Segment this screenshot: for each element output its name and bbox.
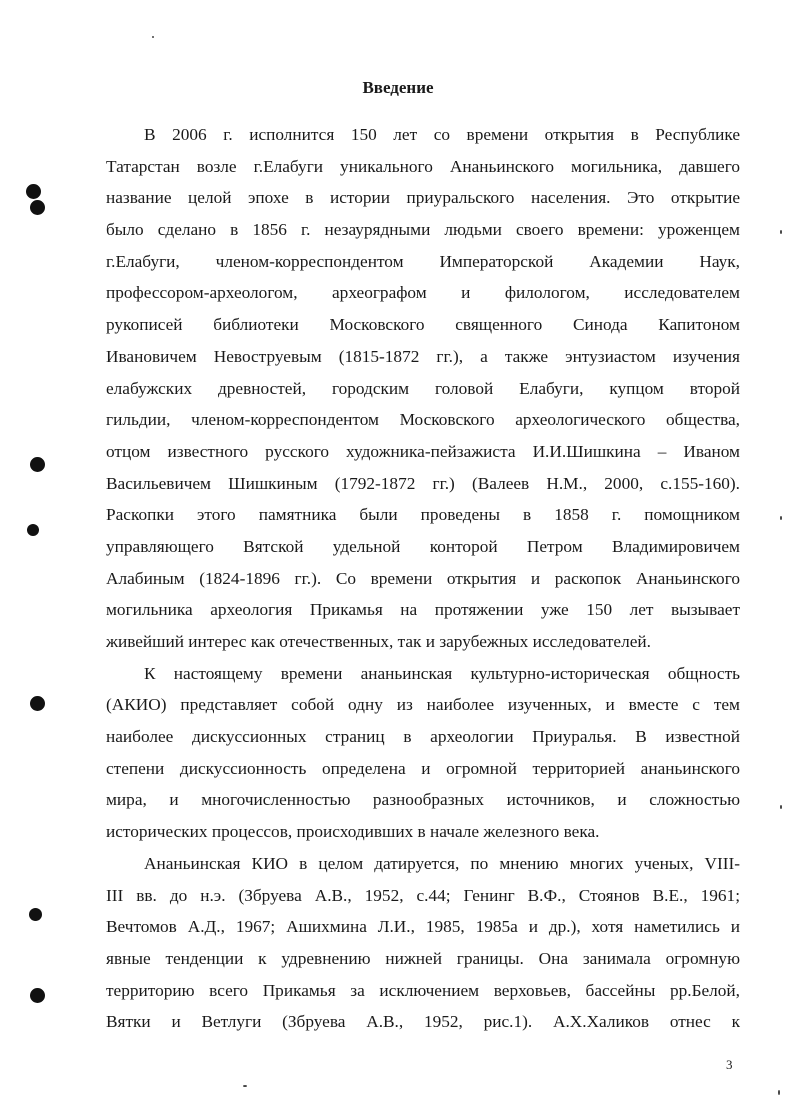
punch-hole xyxy=(26,184,41,199)
text-line: (АКИО) представляет собой одну из наиболее изученных, и вместе с тем xyxy=(106,695,740,715)
punch-hole xyxy=(30,200,45,215)
text-line: Вятки и Ветлуги (Збруева А.В., 1952, рис.1). А.Х.Халиков отнес к xyxy=(106,1012,740,1032)
page-title: Введение xyxy=(362,78,434,97)
text-line: Вечтомов А.Д., 1967; Ашихмина Л.И., 1985, 1985а и др.), хотя наметились и xyxy=(106,917,740,937)
scan-speck xyxy=(152,36,154,38)
text-line: Раскопки этого памятника были проведены в 1858 г. помощником xyxy=(106,505,740,525)
punch-hole xyxy=(27,524,39,536)
text-line: степени дискуссионность определена и огромной территорией ананьинского xyxy=(106,758,740,778)
text-line: живейший интерес как отечественных, так и зарубежных исследователей. xyxy=(106,632,651,651)
text-line: территорию всего Прикамья за исключением верховьев, бассейны рр.Белой, xyxy=(106,980,740,1000)
text-line: Ивановичем Невоструевым (1815-1872 гг.), а также энтузиастом изучения xyxy=(106,346,740,366)
punch-hole xyxy=(30,696,45,711)
text-line: могильника археология Прикамья на протяжении уже 150 лет вызывает xyxy=(106,600,740,620)
text-line: название целой эпохе в истории приуральского населения. Это открытие xyxy=(106,188,740,208)
text-line: Татарстан возле г.Елабуги уникального Ананьинского могильника, давшего xyxy=(106,156,740,176)
text-line: исторических процессов, происходивших в начале железного века. xyxy=(106,822,600,842)
text-line: гильдии, членом-корреспондентом Московского археологического общества, xyxy=(106,410,740,430)
text-line: Алабиным (1824-1896 гг.). Со времени открытия и раскопок Ананьинского xyxy=(106,568,740,588)
scan-speck xyxy=(243,1085,247,1087)
text-line: Васильевичем Шишкиным (1792-1872 гг.) (Валеев Н.М., 2000, с.155-160). xyxy=(106,473,740,493)
text-line: явные тенденции к удревнению нижней границы. Она занимала огромную xyxy=(106,948,740,968)
scan-speck xyxy=(780,230,782,234)
text-line: Ананьинская КИО в целом датируется, по мнению многих ученых, VIII- xyxy=(144,853,740,873)
body-text xyxy=(106,119,740,1038)
scan-speck xyxy=(780,516,782,520)
punch-hole xyxy=(30,457,45,472)
punch-hole xyxy=(29,908,42,921)
text-line: III вв. до н.э. (Збруева А.В., 1952, с.44; Генинг В.Ф., Стоянов В.Е., 1961; xyxy=(106,885,740,905)
text-line: мира, и многочисленностью разнообразных источников, и сложностью xyxy=(106,790,740,810)
text-line: елабужских древностей, городским головой Елабуги, купцом второй xyxy=(106,378,740,398)
page-number: 3 xyxy=(726,1057,733,1072)
text-line: профессором-археологом, археографом и филологом, исследователем xyxy=(106,283,740,303)
text-line: рукописей библиотеки Московского священного Синода Капитоном xyxy=(106,315,740,335)
text-line: наиболее дискуссионных страниц в археологии Приуралья. В известной xyxy=(106,727,740,747)
scan-speck xyxy=(780,805,782,809)
text-line: В 2006 г. исполнится 150 лет со времени открытия в Республике xyxy=(144,125,740,144)
text-line: отцом известного русского художника-пейзажиста И.И.Шишкина – Иваном xyxy=(106,441,740,461)
punch-hole xyxy=(30,988,45,1003)
scan-speck xyxy=(778,1090,780,1095)
text-line: было сделано в 1856 г. незаурядными людьми своего времени: уроженцем xyxy=(106,220,740,240)
text-line: г.Елабуги, членом-корреспондентом Императорской Академии Наук, xyxy=(106,251,740,271)
text-line: К настоящему времени ананьинская культурно-историческая общность xyxy=(144,663,740,683)
text-line: управляющего Вятской удельной конторой Петром Владимировичем xyxy=(106,536,740,556)
